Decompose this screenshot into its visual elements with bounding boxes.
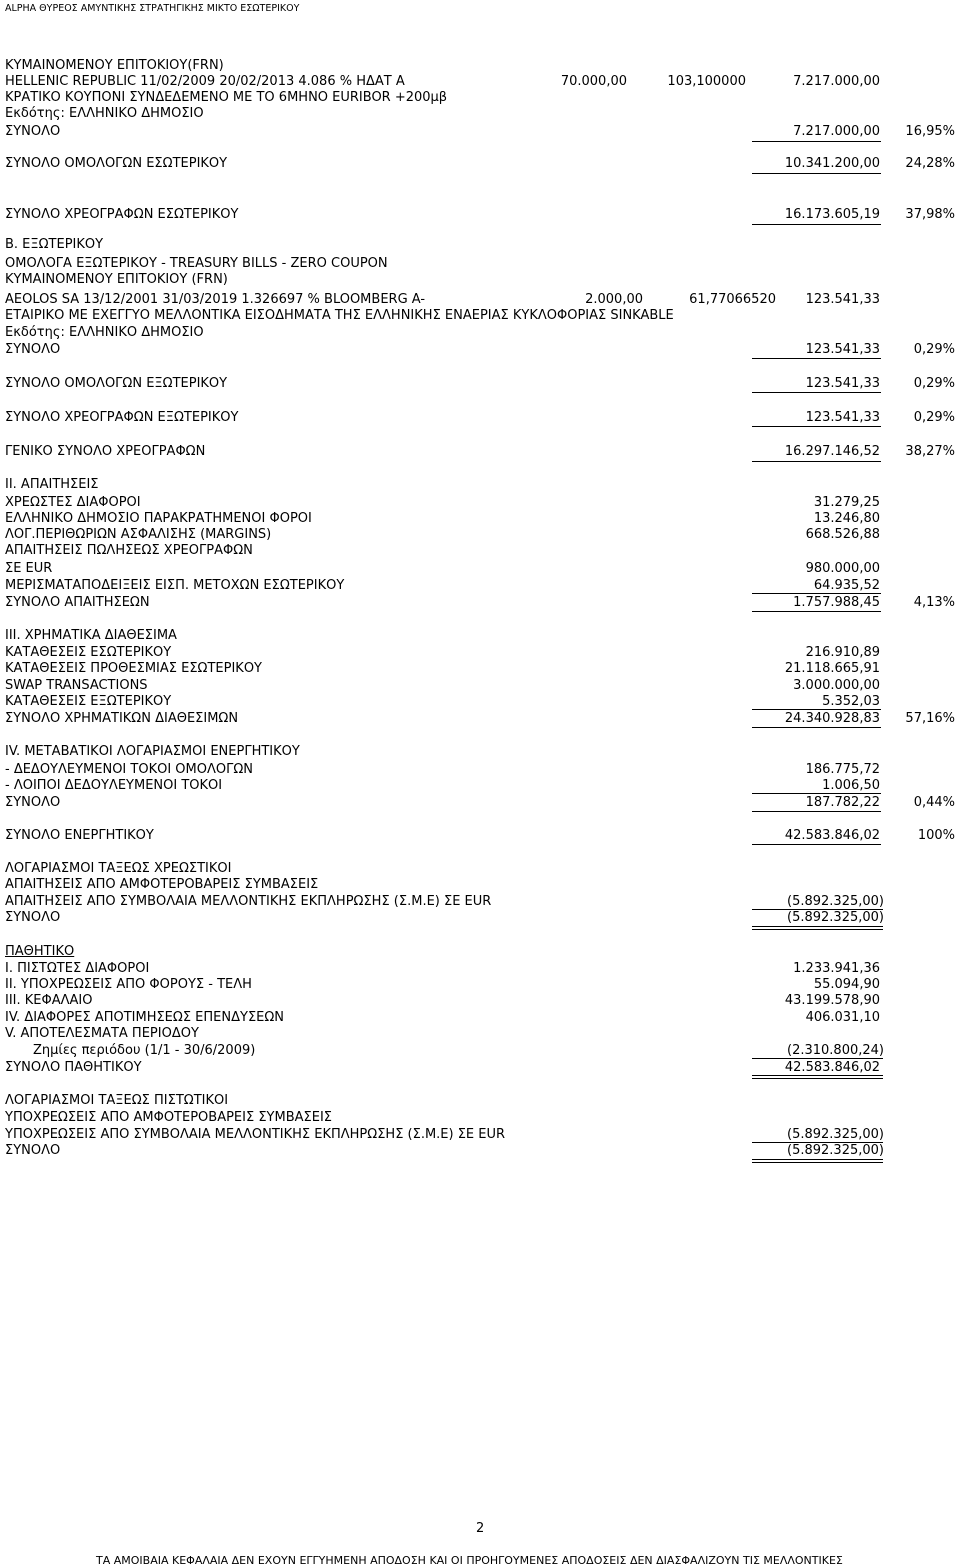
section-heading: ΠΑΘΗΤΙΚΟ xyxy=(5,944,75,959)
row-label: ΕΛΛΗΝΙΚΟ ΔΗΜΟΣΙΟ ΠΑΡΑΚΡΑΤΗΜΕΝΟΙ ΦΟΡΟΙ xyxy=(5,511,312,526)
row-value: 123.541,33 xyxy=(805,376,880,391)
row-label: ΣΥΝΟΛΟ ΕΝΕΡΓΗΤΙΚΟΥ xyxy=(5,828,154,843)
row-label: ΣΥΝΟΛΟ ΟΜΟΛΟΓΩΝ ΕΞΩΤΕΡΙΚΟΥ xyxy=(5,376,228,391)
rule xyxy=(752,141,881,142)
row-label: - ΛΟΙΠΟΙ ΔΕΔΟΥΛΕΥΜΕΝΟΙ ΤΟΚΟΙ xyxy=(5,778,223,793)
row-label: ΙV. ΔΙΑΦΟΡΕΣ ΑΠΟΤΙΜΗΣΕΩΣ ΕΠΕΝΔΥΣΕΩΝ xyxy=(5,1010,285,1025)
row-label: ΕΤΑΙΡΙΚΟ ΜΕ ΕΧΕΓΓΥΟ ΜΕΛΛΟΝΤΙΚΑ ΕΙΣΟΔΗΜΑΤΑ ΤΗΣ ΕΛΛΗΝΙΚΗΣ ΕΝΑΕΡΙΑΣ ΚΥΚΛΟΦΟΡΙΑΣ SINKABLE xyxy=(5,308,674,323)
row-label: ΑΠΑΙΤΗΣΕΙΣ ΑΠΟ ΣΥΜΒΟΛΑΙΑ ΜΕΛΛΟΝΤΙΚΗΣ ΕΚΠΛΗΡΩΣΗΣ (Σ.Μ.Ε) ΣΕ EUR xyxy=(5,894,492,909)
row-label: ΣΥΝΟΛΟ ΑΠΑΙΤΗΣΕΩΝ xyxy=(5,595,150,610)
row-value: 186.775,72 xyxy=(805,762,880,777)
row-value: 123.541,33 xyxy=(805,410,880,425)
row-label: Εκδότης: ΕΛΛΗΝΙΚΟ ΔΗΜΟΣΙΟ xyxy=(5,106,204,121)
row-label: ΚΑΤΑΘΕΣΕΙΣ ΠΡΟΘΕΣΜΙΑΣ ΕΣΩΤΕΡΙΚΟΥ xyxy=(5,661,262,676)
row-label: ΑΠΑΙΤΗΣΕΙΣ ΠΩΛΗΣΕΩΣ ΧΡΕΟΓΡΑΦΩΝ xyxy=(5,543,253,558)
row-label: ΓΕΝΙΚΟ ΣΥΝΟΛΟ ΧΡΕΟΓΡΑΦΩΝ xyxy=(5,444,206,459)
row-value: 10.341.200,00 xyxy=(784,156,880,171)
double-rule xyxy=(752,1075,883,1079)
rule xyxy=(752,727,881,728)
row-value: 43.199.578,90 xyxy=(784,993,880,1008)
rule xyxy=(752,173,881,174)
row-label: - ΔΕΔΟΥΛΕΥΜΕΝΟΙ ΤΟΚΟΙ ΟΜΟΛΟΓΩΝ xyxy=(5,762,254,777)
row-value: (5.892.325,00) xyxy=(787,894,884,909)
row-percent: 0,44% xyxy=(913,795,955,810)
row-percent: 0,29% xyxy=(913,342,955,357)
row-label: ΜΕΡΙΣΜΑΤΑΠΟΔΕΙΞΕΙΣ ΕΙΣΠ. ΜΕΤΟΧΩΝ ΕΣΩΤΕΡΙΚΟΥ xyxy=(5,578,345,593)
section-heading: Β. ΕΞΩΤΕΡΙΚΟΥ xyxy=(5,237,104,252)
row-value: 123.541,33 xyxy=(805,342,880,357)
section-heading: ΛΟΓΑΡΙΑΣΜΟΙ ΤΑΞΕΩΣ ΠΙΣΤΩΤΙΚΟΙ xyxy=(5,1093,229,1108)
row-value: 1.006,50 xyxy=(822,778,880,793)
section-heading: ΙV. ΜΕΤΑΒΑΤΙΚΟΙ ΛΟΓΑΡΙΑΣΜΟΙ ΕΝΕΡΓΗΤΙΚΟΥ xyxy=(5,744,300,759)
row-quantity: 70.000,00 xyxy=(560,74,627,89)
rule xyxy=(752,392,881,393)
row-value: 16.297.146,52 xyxy=(784,444,880,459)
footer-disclaimer: ΤΑ ΑΜΟΙΒΑΙΑ ΚΕΦΑΛΑΙΑ ΔΕΝ ΕΧΟΥΝ ΕΓΓΥΗΜΕΝΗ ΑΠΟΔΟΣΗ ΚΑΙ ΟΙ ΠΡΟΗΓΟΥΜΕΝΕΣ ΑΠΟΔΟΣΕΙΣ ΔΕΝ ΔΙΑΣΦΑΛΙΖΟΥΝ ΤΙΣ ΜΕΛΛΟΝΤΙΚΕΣ xyxy=(96,1554,843,1567)
double-rule xyxy=(752,1159,883,1163)
row-value: 55.094,90 xyxy=(813,977,880,992)
section-heading: ΛΟΓΑΡΙΑΣΜΟΙ ΤΑΞΕΩΣ ΧΡΕΩΣΤΙΚΟΙ xyxy=(5,861,232,876)
row-label: ΣΥΝΟΛΟ xyxy=(5,1143,61,1158)
row-value: 406.031,10 xyxy=(805,1010,880,1025)
row-label: ΣΥΝΟΛΟ xyxy=(5,795,61,810)
rule xyxy=(752,611,881,612)
row-label: Εκδότης: ΕΛΛΗΝΙΚΟ ΔΗΜΟΣΙΟ xyxy=(5,325,204,340)
row-value: 42.583.846,02 xyxy=(784,828,880,843)
row-value: 123.541,33 xyxy=(805,292,880,307)
rule xyxy=(752,1058,883,1059)
page-number: 2 xyxy=(476,1521,485,1536)
row-label: ΣΥΝΟΛΟ ΟΜΟΛΟΓΩΝ ΕΣΩΤΕΡΙΚΟΥ xyxy=(5,156,228,171)
row-label: ΣΥΝΟΛΟ xyxy=(5,124,61,139)
row-value: 1.233.941,36 xyxy=(793,961,880,976)
row-label: SWAP TRANSACTIONS xyxy=(5,678,148,693)
row-value: 64.935,52 xyxy=(813,578,880,593)
double-rule xyxy=(752,926,883,930)
row-label: ΑΠΑΙΤΗΣΕΙΣ ΑΠΟ ΑΜΦΟΤΕΡΟΒΑΡΕΙΣ ΣΥΜΒΑΣΕΙΣ xyxy=(5,877,319,892)
row-label: ΚΑΤΑΘΕΣΕΙΣ ΕΣΩΤΕΡΙΚΟΥ xyxy=(5,645,172,660)
row-label: ΚΡΑΤΙΚΟ ΚΟΥΠΟΝΙ ΣΥΝΔΕΔΕΜΕΝΟ ΜΕ ΤΟ 6ΜΗΝΟ EURIBOR +200μβ xyxy=(5,90,448,105)
rule xyxy=(752,426,881,427)
row-value: 216.910,89 xyxy=(805,645,880,660)
rule xyxy=(752,224,881,225)
row-percent: 100% xyxy=(917,828,955,843)
row-value: 5.352,03 xyxy=(822,694,880,709)
row-price: 61,77066520 xyxy=(689,292,776,307)
row-value: 7.217.000,00 xyxy=(793,74,880,89)
row-label: AEOLOS SA 13/12/2001 31/03/2019 1.326697 % BLOOMBERG A- xyxy=(5,292,426,307)
row-value: 980.000,00 xyxy=(805,561,880,576)
row-price: 103,100000 xyxy=(667,74,746,89)
row-value: 7.217.000,00 xyxy=(793,124,880,139)
rule xyxy=(752,461,881,462)
row-value: 21.118.665,91 xyxy=(784,661,880,676)
row-percent: 57,16% xyxy=(905,711,955,726)
section-heading: ΙΙ. ΑΠΑΙΤΗΣΕΙΣ xyxy=(5,477,99,492)
row-label: ΥΠΟΧΡΕΩΣΕΙΣ ΑΠΟ ΑΜΦΟΤΕΡΟΒΑΡΕΙΣ ΣΥΜΒΑΣΕΙΣ xyxy=(5,1110,332,1125)
rule xyxy=(752,793,881,794)
row-label: ΟΜΟΛΟΓΑ ΕΞΩΤΕΡΙΚΟΥ - TREASURY BILLS - ZERO COUPON xyxy=(5,256,388,271)
rule xyxy=(752,709,881,710)
row-percent: 0,29% xyxy=(913,376,955,391)
row-label: ΙΙ. ΥΠΟΧΡΕΩΣΕΙΣ ΑΠΟ ΦΟΡΟΥΣ - ΤΕΛΗ xyxy=(5,977,252,992)
rule xyxy=(752,593,881,594)
row-label: V. ΑΠΟΤΕΛΕΣΜΑΤΑ ΠΕΡΙΟΔΟΥ xyxy=(5,1026,199,1041)
row-label: ΙΙΙ. ΚΕΦΑΛΑΙΟ xyxy=(5,993,93,1008)
row-percent: 0,29% xyxy=(913,410,955,425)
section-heading: ΙΙΙ. ΧΡΗΜΑΤΙΚΑ ΔΙΑΘΕΣΙΜΑ xyxy=(5,628,177,643)
row-label: Ζημίες περιόδου (1/1 - 30/6/2009) xyxy=(33,1043,256,1058)
row-label: ΣΕ EUR xyxy=(5,561,53,576)
row-percent: 4,13% xyxy=(913,595,955,610)
row-percent: 24,28% xyxy=(905,156,955,171)
row-label: ΛΟΓ.ΠΕΡΙΘΩΡΙΩΝ ΑΣΦΑΛΙΣΗΣ (MARGINS) xyxy=(5,527,272,542)
row-value: 3.000.000,00 xyxy=(793,678,880,693)
row-value: 16.173.605,19 xyxy=(784,207,880,222)
row-percent: 37,98% xyxy=(905,207,955,222)
row-percent: 16,95% xyxy=(905,124,955,139)
row-value: 668.526,88 xyxy=(805,527,880,542)
row-label: ΚΥΜΑΙΝΟΜΕΝΟΥ ΕΠΙΤΟΚΙΟΥ(FRN) xyxy=(5,58,224,73)
row-quantity: 2.000,00 xyxy=(585,292,643,307)
row-label: ΣΥΝΟΛΟ ΧΡΗΜΑΤΙΚΩΝ ΔΙΑΘΕΣΙΜΩΝ xyxy=(5,711,239,726)
row-label: ΣΥΝΟΛΟ ΠΑΘΗΤΙΚΟΥ xyxy=(5,1060,142,1075)
row-value: 31.279,25 xyxy=(813,495,880,510)
rule xyxy=(752,811,881,812)
row-label: ΣΥΝΟΛΟ xyxy=(5,910,61,925)
row-value: (5.892.325,00) xyxy=(787,910,884,925)
row-label: Ι. ΠΙΣΤΩΤΕΣ ΔΙΑΦΟΡΟΙ xyxy=(5,961,150,976)
row-value: (5.892.325,00) xyxy=(787,1143,884,1158)
row-value: (2.310.800,24) xyxy=(787,1043,884,1058)
row-value: 13.246,80 xyxy=(813,511,880,526)
row-label: ΣΥΝΟΛΟ xyxy=(5,342,61,357)
row-value: 1.757.988,45 xyxy=(793,595,880,610)
row-value: 42.583.846,02 xyxy=(784,1060,880,1075)
row-value: 24.340.928,83 xyxy=(784,711,880,726)
row-label: ΣΥΝΟΛΟ ΧΡΕΟΓΡΑΦΩΝ ΕΞΩΤΕΡΙΚΟΥ xyxy=(5,410,239,425)
row-label: ΧΡΕΩΣΤΕΣ ΔΙΑΦΟΡΟΙ xyxy=(5,495,141,510)
row-percent: 38,27% xyxy=(905,444,955,459)
row-label: ΚΥΜΑΙΝΟΜΕΝΟΥ ΕΠΙΤΟΚΙΟΥ (FRN) xyxy=(5,272,228,287)
row-label: ΣΥΝΟΛΟ ΧΡΕΟΓΡΑΦΩΝ ΕΣΩΤΕΡΙΚΟΥ xyxy=(5,207,239,222)
rule xyxy=(752,844,881,845)
row-value: 187.782,22 xyxy=(805,795,880,810)
page-header: ALPHA ΘΥΡΕΟΣ ΑΜΥΝΤΙΚΗΣ ΣΤΡΑΤΗΓΙΚΗΣ ΜΙΚΤΟ ΕΣΩΤΕΡΙΚΟΥ xyxy=(5,3,300,14)
row-value: (5.892.325,00) xyxy=(787,1127,884,1142)
row-label: ΚΑΤΑΘΕΣΕΙΣ ΕΞΩΤΕΡΙΚΟΥ xyxy=(5,694,172,709)
row-label: ΥΠΟΧΡΕΩΣΕΙΣ ΑΠΟ ΣΥΜΒΟΛΑΙΑ ΜΕΛΛΟΝΤΙΚΗΣ ΕΚΠΛΗΡΩΣΗΣ (Σ.Μ.Ε) ΣΕ EUR xyxy=(5,1127,506,1142)
row-label: HELLENIC REPUBLIC 11/02/2009 20/02/2013 4.086 % ΗΔΑΤ Α xyxy=(5,74,405,89)
rule xyxy=(752,358,881,359)
